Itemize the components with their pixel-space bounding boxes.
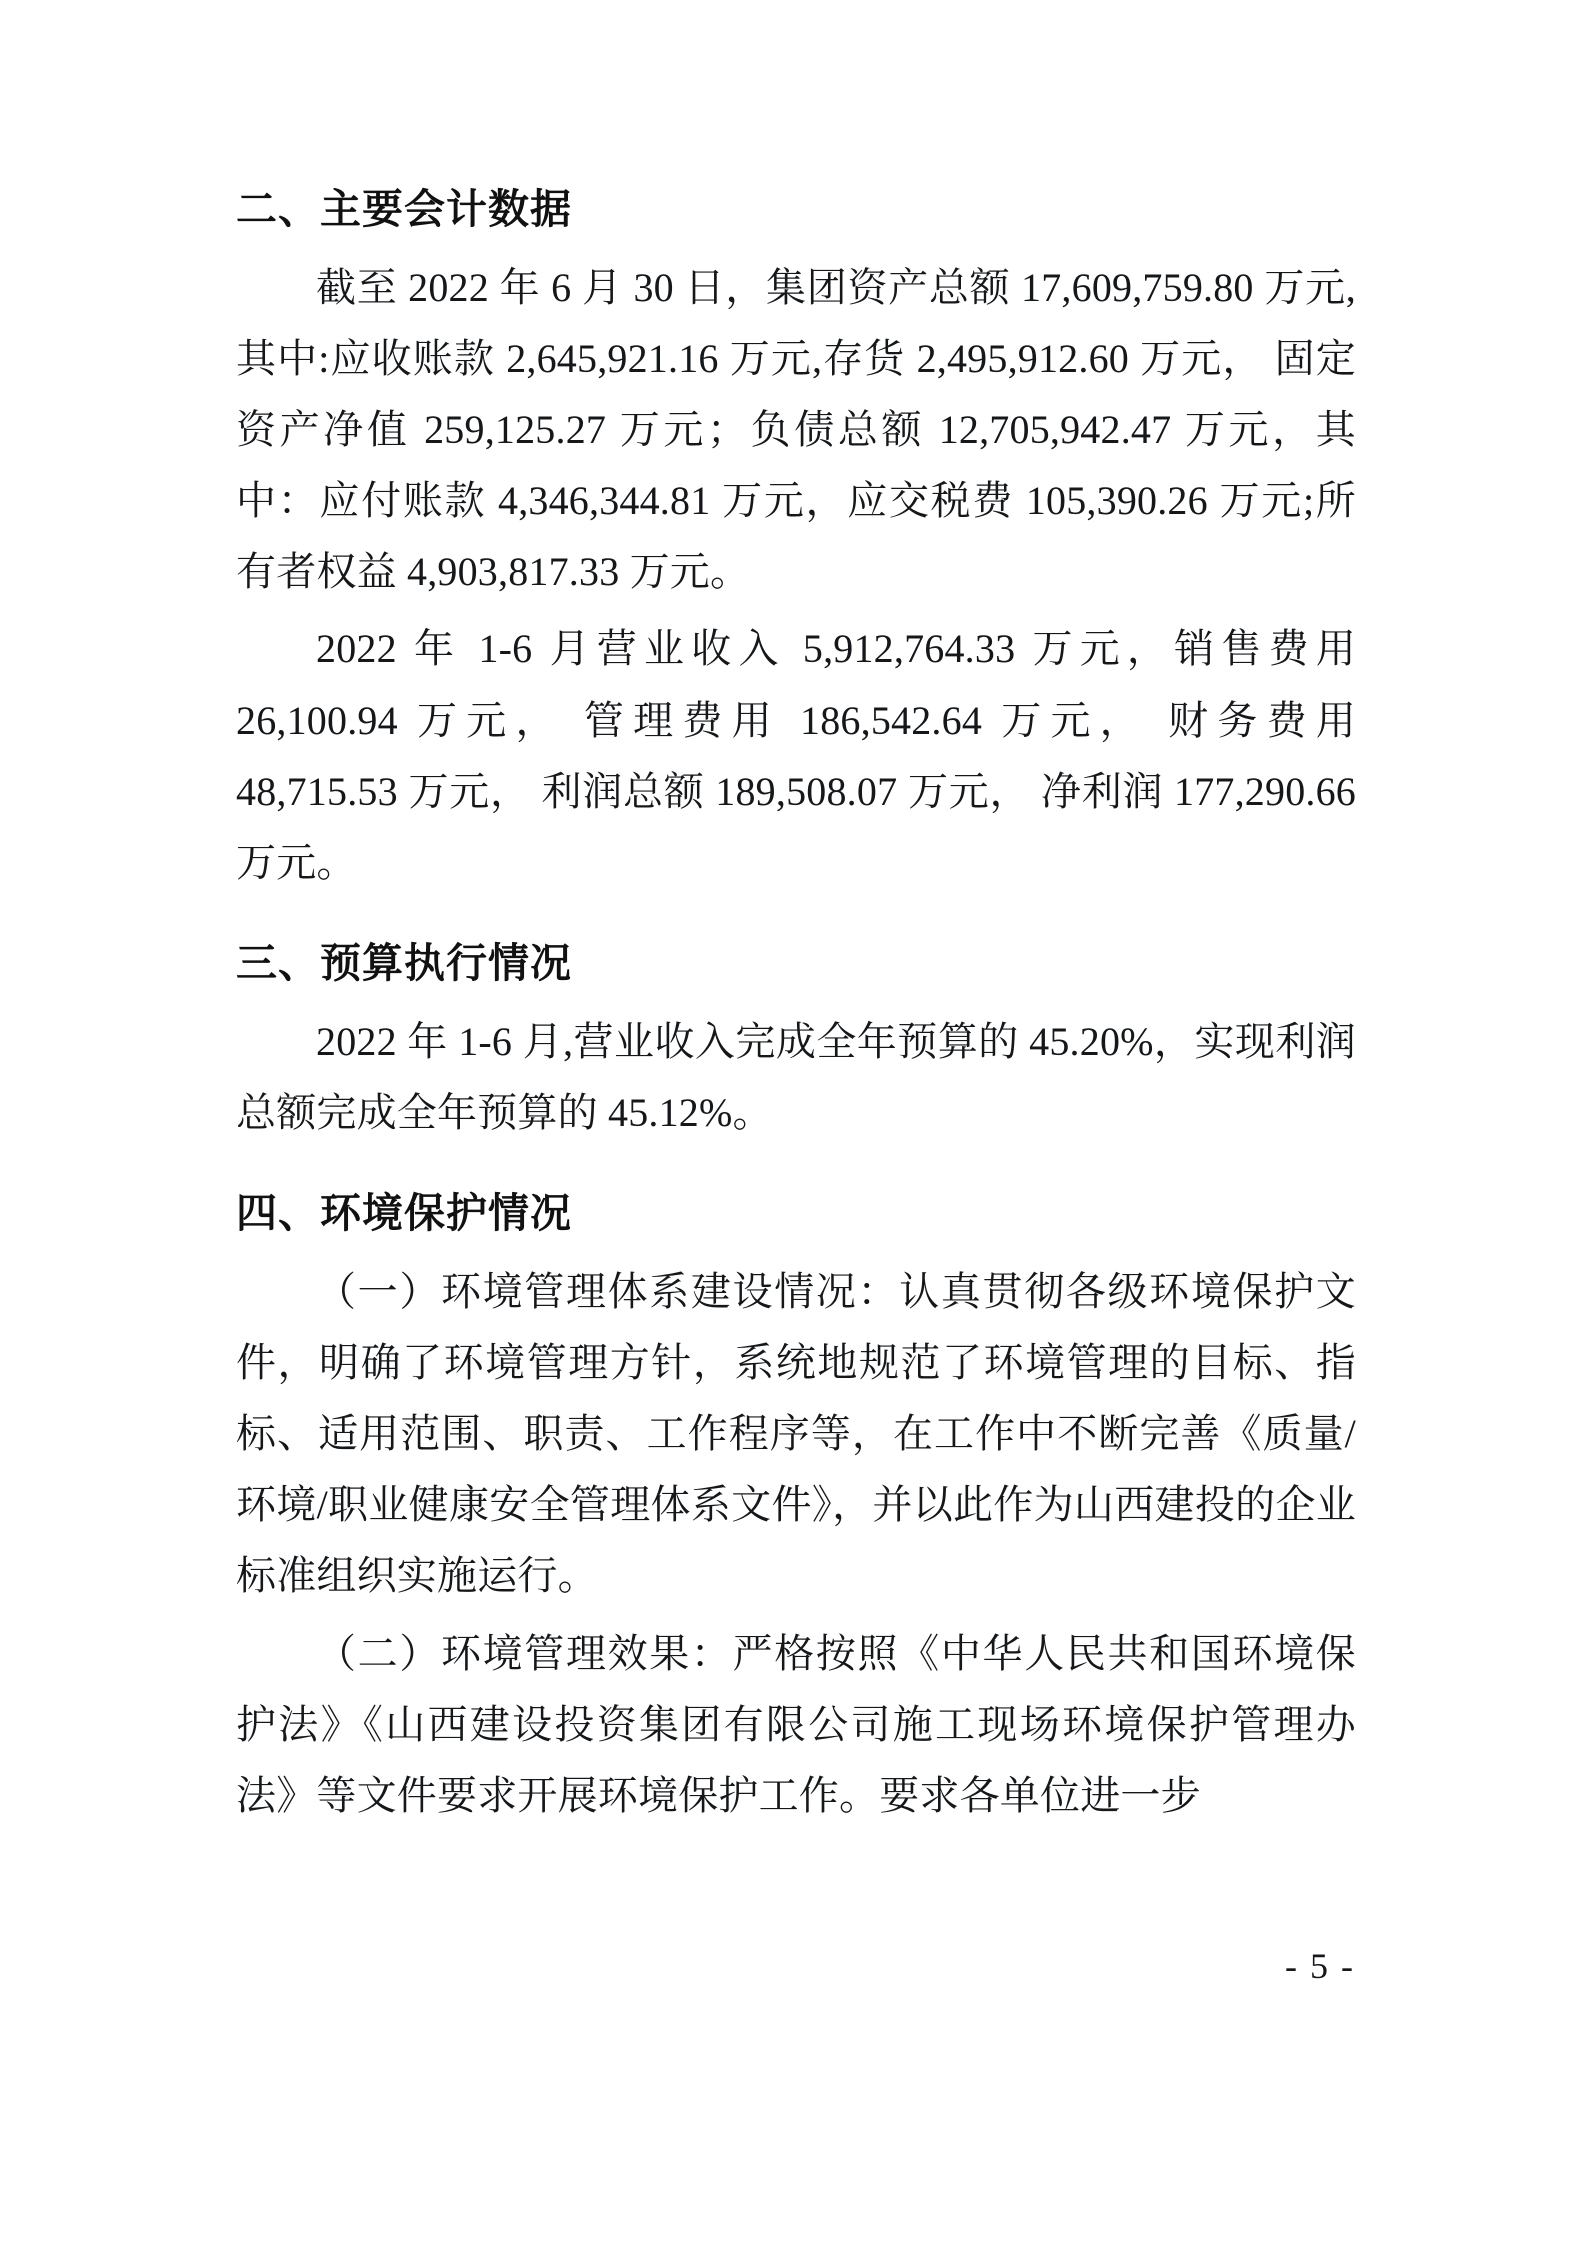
paragraph-assets-summary: 截至 2022 年 6 月 30 日，集团资产总额 17,609,759.80 万元,其中:应收账款 2,645,921.16 万元,存货 2,495,912.60 万元， 固定资产净值 259,125.27 万元；负债总额 12,705,942.47 万元，其中：应付账款 4,346,344.81 万元，应交税费 105,390.26 万元;所有者权益 4,903,817.33 万元。 (236, 264, 1356, 595)
paragraph-environment-system: （一）环境管理体系建设情况：认真贯彻各级环境保护文件，明确了环境管理方针，系统地规范了环境管理的目标、指标、适用范围、职责、工作程序等，在工作中不断完善《质量/环境/职业健康安全管理体系文件》，并以此作为山西建投的企业标准组织实施运行。 (236, 1268, 1356, 1599)
section-heading-environmental-protection: 四、环境保护情况 (236, 1189, 572, 1238)
paragraph-environment-effect: （二）环境管理效果：严格按照《中华人民共和国环境保护法》《山西建设投资集团有限公司施工现场环境保护管理办法》等文件要求开展环境保护工作。要求各单位进一步 (236, 1630, 1356, 1819)
document-body (236, 178, 1356, 1837)
section-heading-accounting-data: 二、主要会计数据 (236, 185, 572, 233)
section-heading-budget-execution: 三、预算执行情况 (236, 939, 572, 988)
paragraph-income-summary: 2022 年 1-6 月营业收入 5,912,764.33 万元，销售费用 26,100.94 万元， 管理费用 186,542.64 万元， 财务费用 48,715.53 万元， 利润总额 189,508.07 万元， 净利润 177,290.66 万元。 (236, 626, 1356, 886)
page-number: - 5 - (1285, 1946, 1355, 1986)
paragraph-budget-execution: 2022 年 1-6 月,营业收入完成全年预算的 45.20%，实现利润总额完成全年预算的 45.12%。 (236, 1018, 1356, 1135)
